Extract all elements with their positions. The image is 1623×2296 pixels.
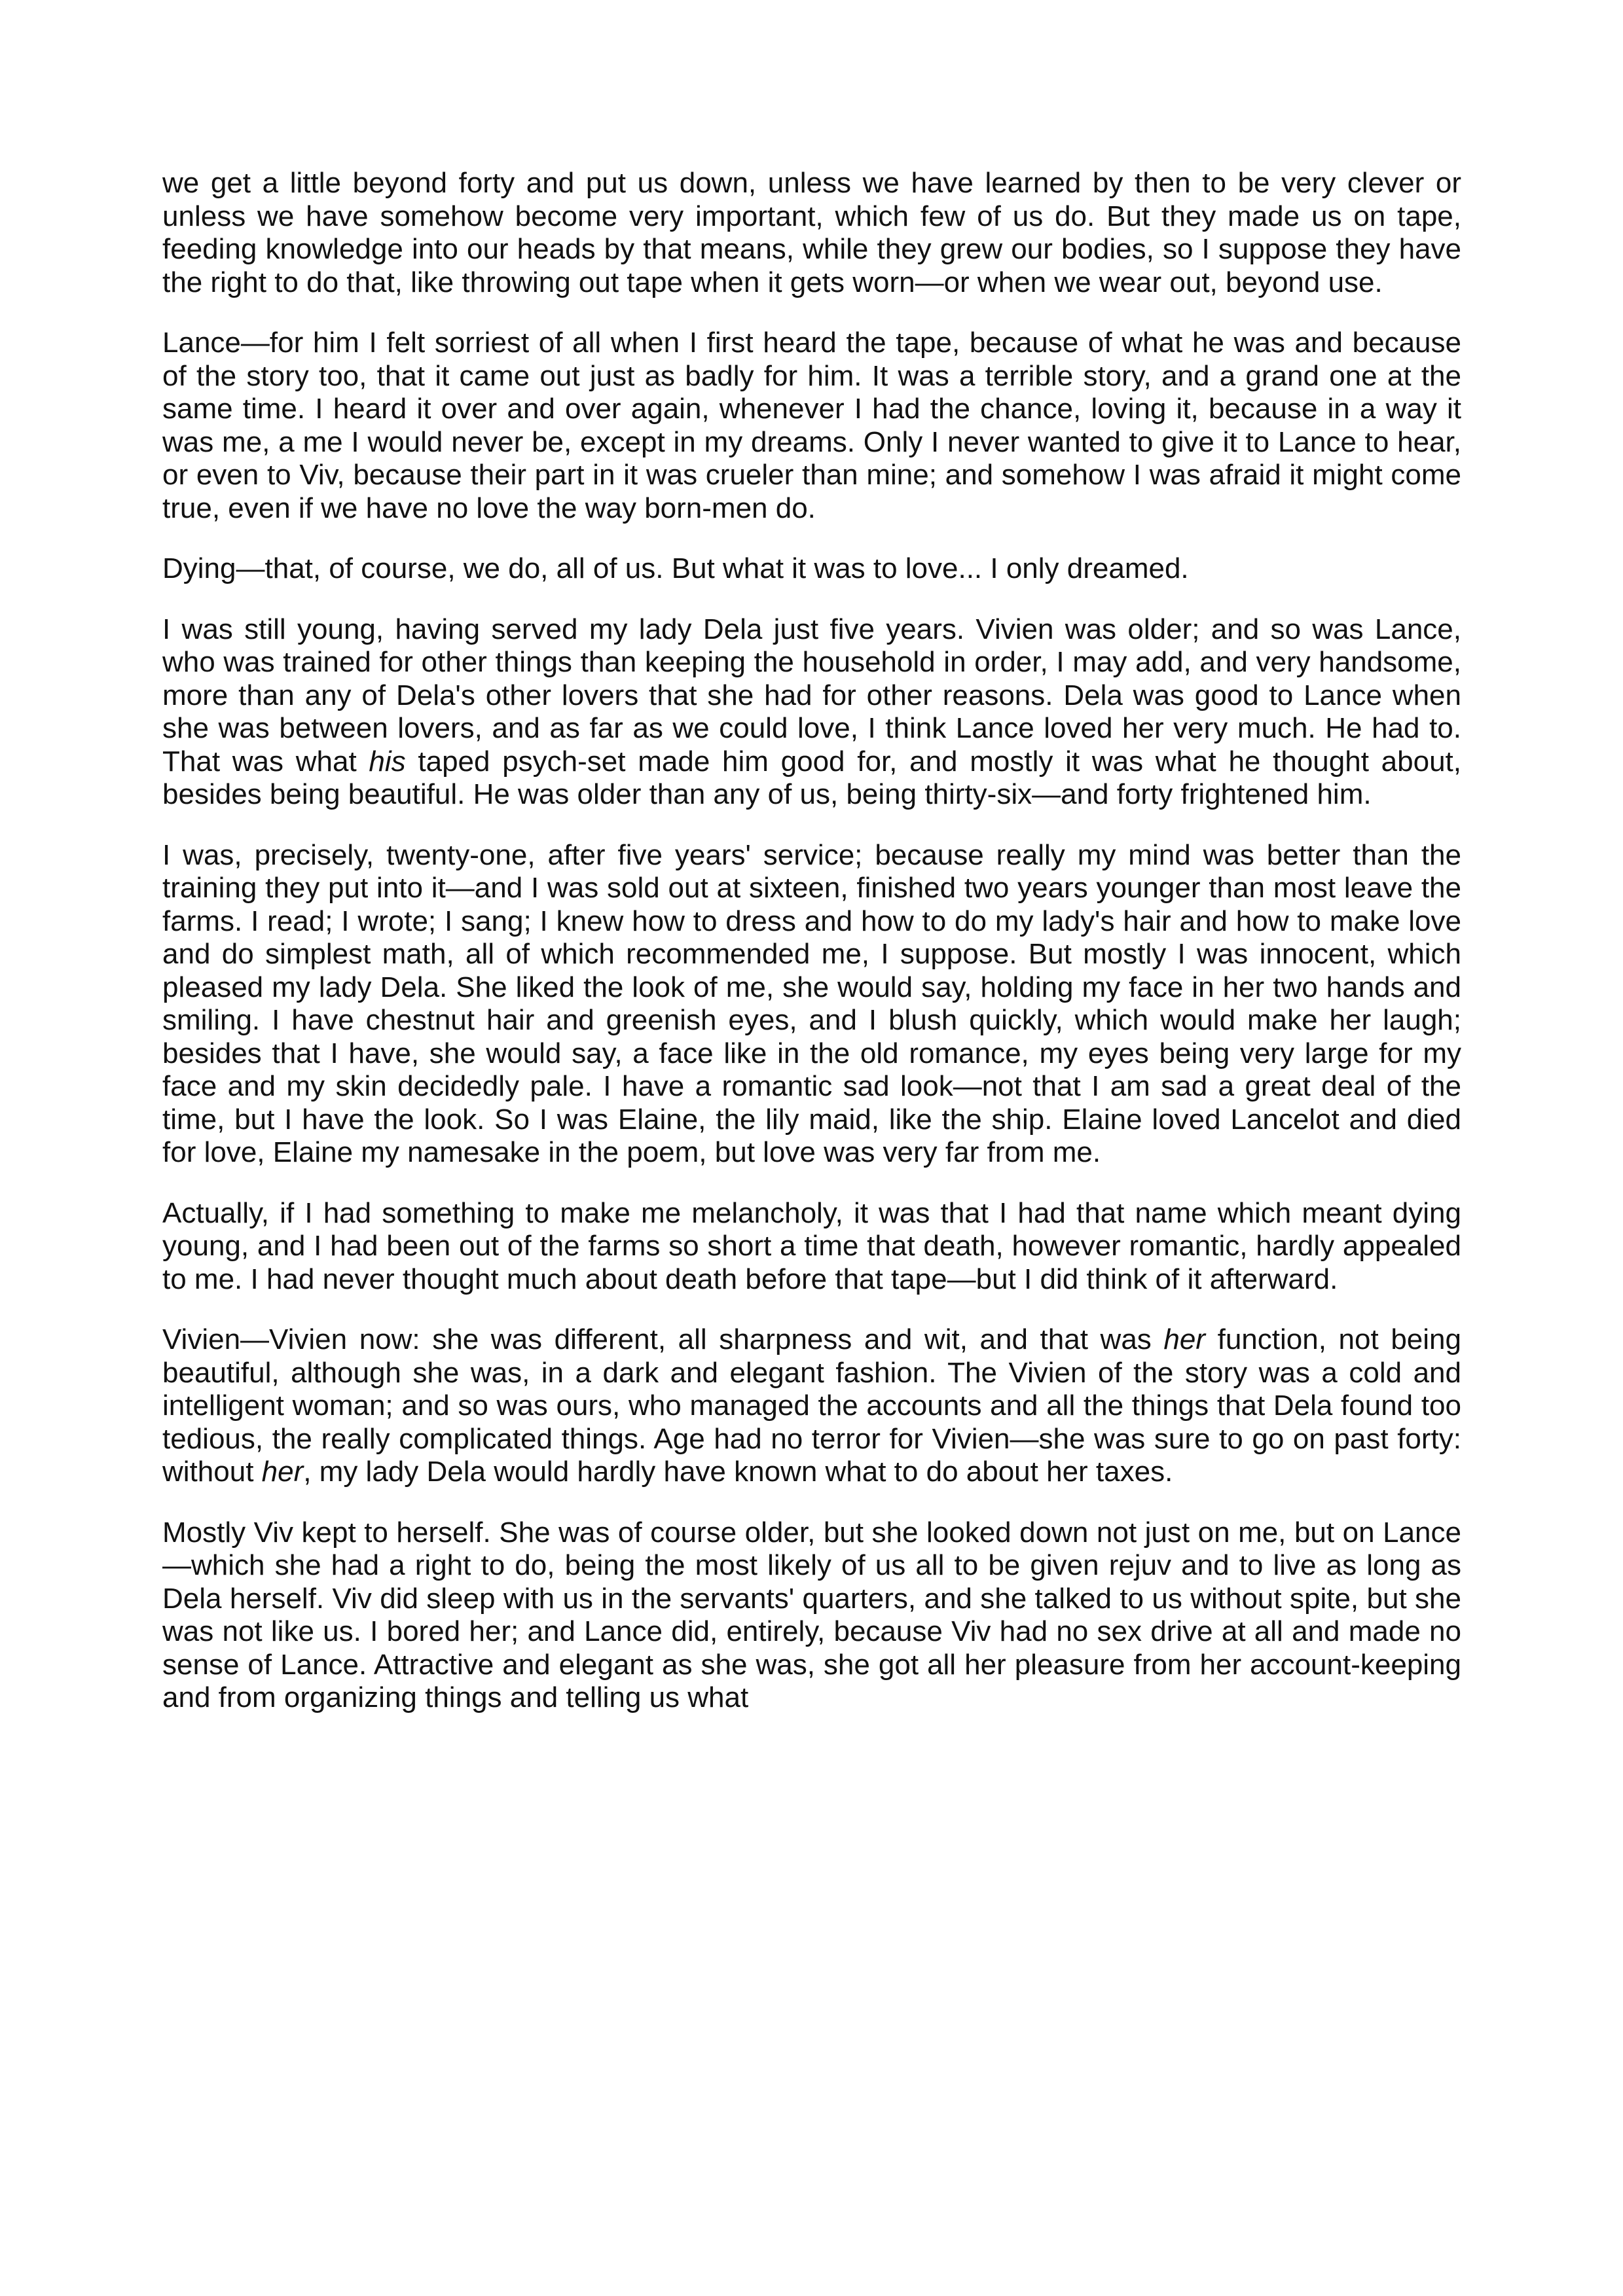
text-run: , my lady Dela would hardly have known what to do about her taxes. [303,1456,1173,1488]
italic-text-run: her [261,1456,304,1488]
paragraph [162,1197,1461,1297]
text-run: Vivien—Vivien now: she was different, all sharpness and wit, and that was [162,1323,1164,1355]
paragraph [162,613,1461,812]
text-run: we get a little beyond forty and put us down, unless we have learned by then to be very clever or unless we have somehow become very important, which few of us do. But they made us on tape, feeding knowledge into our heads by that means, while they grew our bodies, so I suppose they have the right to do that, like throwing out tape when it gets worn—or when we wear out, beyond use. [162,167,1461,298]
paragraph [162,839,1461,1170]
paragraph [162,552,1461,586]
paragraph [162,1516,1461,1715]
text-run: Mostly Viv kept to herself. She was of course older, but she looked down not just on me, but on Lance—which she had a right to do, being the most likely of us all to be given rejuv and to live as long as Dela herself. Viv did sleep with us in the servants' quarters, and she talked to us without spite, but she was not like us. I bored her; and Lance did, entirely, because Viv had no sex drive at all and made no sense of Lance. Attractive and elegant as she was, she got all her pleasure from her account-keeping and from organizing things and telling us what [162,1516,1461,1713]
paragraph [162,167,1461,299]
italic-text-run: his [369,745,406,778]
text-run: Lance—for him I felt sorriest of all when I first heard the tape, because of what he was and because of the story too, that it came out just as badly for him. It was a terrible story, and a grand one at the same time. I heard it over and over again, whenever I had the chance, loving it, because in a way it was me, a me I would never be, except in my dreams. Only I never wanted to give it to Lance to hear, or even to Viv, because their part in it was crueler than mine; and somehow I was afraid it might come true, even if we have no love the way born-men do. [162,327,1461,524]
text-run: Actually, if I had something to make me melancholy, it was that I had that name which meant dying young, and I had been out of the farms so short a time that death, however romantic, hardly appealed to me. I had never thought much about death before that tape—but I did think of it afterward. [162,1196,1461,1295]
paragraph [162,327,1461,525]
italic-text-run: her [1163,1323,1205,1355]
text-run: Dying—that, of course, we do, all of us. But what it was to love... I only dreamed. [162,552,1189,584]
body-text [162,167,1461,1715]
text-run: I was, precisely, twenty-one, after five years' service; because really my mind was better than the training they put into it—and I was sold out at sixteen, finished two years younger than most leave the farms. I read; I wrote; I sang; I knew how to dress and how to do my lady's hair and how to make love and do simplest math, all of which recommended me, I suppose. But mostly I was innocent, which pleased my lady Dela. She liked the look of me, she would say, holding my face in her two hands and smiling. I have chestnut hair and greenish eyes, and I blush quickly, which would make her laugh; besides that I have, she would say, a face like in the old romance, my eyes being very large for my face and my skin decidedly pale. I have a romantic sad look—not that I am sad a great deal of the time, but I have the look. So I was Elaine, the lily maid, like the ship. Elaine loved Lancelot and died for love, Elaine my namesake in the poem, but love was very far from me. [162,838,1461,1168]
text-run: I was still young, having served my lady Dela just five years. Vivien was older; and so was Lance, who was trained for other things than keeping the household in order, I may add, and very handsome, more than any of Dela's other lovers that she had for other reasons. Dela was good to Lance when she was between lovers, and as far as we could love, I think Lance loved her very much. He had to. That was what [162,613,1461,778]
text-run: function, not being beautiful, although she was, in a dark and elegant fashion. The Vivien of the story was a cold and intelligent woman; and so was ours, who managed the accounts and all the things that Dela found too tedious, the really complicated things. Age had no terror for Vivien—she was sure to go on past forty: without [162,1323,1461,1488]
paragraph [162,1323,1461,1489]
text-run: taped psych-set made him good for, and mostly it was what he thought about, besides being beautiful. He was older than any of us, being thirty-six—and forty frightened him. [162,745,1461,810]
